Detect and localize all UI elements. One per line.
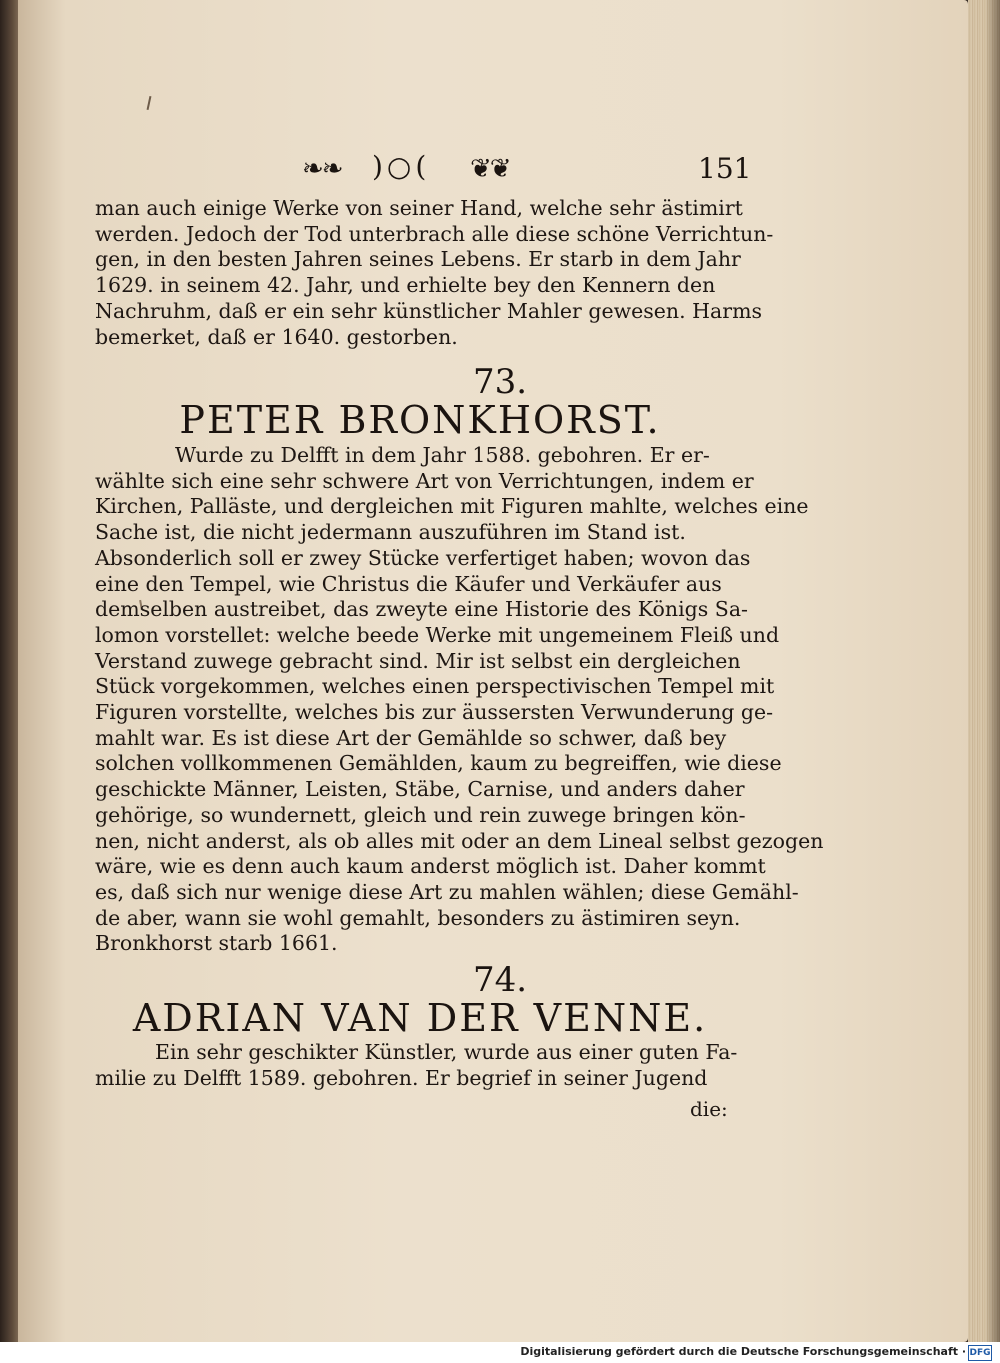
dfg-logo-icon: DFG	[968, 1345, 992, 1361]
text-line: Wurde zu Delfft in dem Jahr 1588. gebohren. Er er-	[175, 443, 710, 467]
page-number: 151	[698, 152, 752, 185]
text-line: 1629. in seinem 42. Jahr, und erhielte bey den Kennern den	[95, 273, 716, 298]
text-line: bemerket, daß er 1640. gestorben.	[95, 324, 458, 349]
text-line: Ein sehr geschikter Künstler, wurde aus einer guten Fa-	[155, 1040, 738, 1064]
entry-title-73: PETER BRONKHORST.	[179, 398, 661, 442]
entry-text-73	[95, 443, 824, 957]
entry-number-73: 73.	[472, 362, 528, 402]
text-line: Verstand zuwege gebracht sind. Mir ist selbst ein dergleichen	[95, 648, 741, 673]
text-line: Nachruhm, daß er ein sehr künstlicher Mahler gewesen. Harms	[95, 298, 763, 323]
text-line: Absonderlich soll er zwey Stücke verfertiget haben; wovon das	[95, 545, 751, 570]
text-line: es, daß sich nur wenige diese Art zu mahlen wählen; diese Gemähl-	[95, 879, 799, 904]
text-line: werden. Jedoch der Tod unterbrach alle diese schöne Verrichtun-	[95, 221, 774, 246]
paragraph-continuation	[95, 196, 774, 350]
text-line: Figuren vorstellte, welches bis zur äussersten Verwunderung ge-	[95, 700, 774, 725]
text-line: solchen vollkommenen Gemählden, kaum zu begreiffen, wie diese	[95, 751, 782, 776]
running-header	[300, 150, 760, 186]
digitization-footer	[0, 1342, 1000, 1363]
footer-credit: Digitalisierung gefördert durch die Deutsche Forschungsgemeinschaft ·	[520, 1345, 966, 1358]
text-line: Stück vorgekommen, welches einen perspectivischen Tempel mit	[95, 674, 775, 699]
text-line: geschickte Männer, Leisten, Stäbe, Carnise, und anders daher	[95, 777, 745, 802]
ornament-right-icon: ❦❦	[470, 154, 510, 184]
catchword: die:	[690, 1097, 728, 1121]
text-line: Sache ist, die nicht jedermann auszuführen im Stand ist.	[95, 520, 686, 545]
text-line: mahlt war. Es ist diese Art der Gemählde so schwer, daß bey	[95, 725, 727, 750]
text-line: de aber, wann sie wohl gemahlt, besonders zu ästimiren seyn.	[95, 905, 741, 930]
text-line: gehörige, so wundernett, gleich und rein zuwege bringen kön-	[95, 802, 746, 827]
text-line: milie zu Delfft 1589. gebohren. Er begrief in seiner Jugend	[95, 1065, 708, 1090]
text-line: eine den Tempel, wie Christus die Käufer und Verkäufer aus	[95, 571, 722, 596]
text-line: man auch einige Werke von seiner Hand, welche sehr ästimirt	[95, 196, 743, 220]
text-line: gen, in den besten Jahren seines Lebens. Er starb in dem Jahr	[95, 247, 741, 272]
text-line: wählte sich eine sehr schwere Art von Verrichtungen, indem er	[95, 468, 754, 493]
entry-text-74	[95, 1040, 738, 1091]
text-line: nen, nicht anderst, als ob alles mit oder an dem Lineal selbst gezogen	[95, 828, 824, 853]
ornament-left-icon: ❧❧	[302, 154, 342, 184]
text-line: wäre, wie es denn auch kaum anderst möglich ist. Daher kommt	[95, 854, 766, 879]
text-line: Kirchen, Palläste, und dergleichen mit Figuren mahlte, welches eine	[95, 494, 809, 519]
text-line: Bronkhorst starb 1661.	[95, 931, 338, 956]
header-marker: )○(	[372, 150, 431, 183]
entry-title-74: ADRIAN VAN DER VENNE.	[132, 996, 708, 1040]
page-edge-shadow	[985, 0, 1000, 1342]
entry-number-74: 74.	[472, 960, 528, 1000]
text-line: lomon vorstellet: welche beede Werke mit ungemeinem Fleiß und	[95, 622, 780, 647]
text-line: demselben austreibet, das zweyte eine Historie des Königs Sa-	[95, 597, 748, 622]
